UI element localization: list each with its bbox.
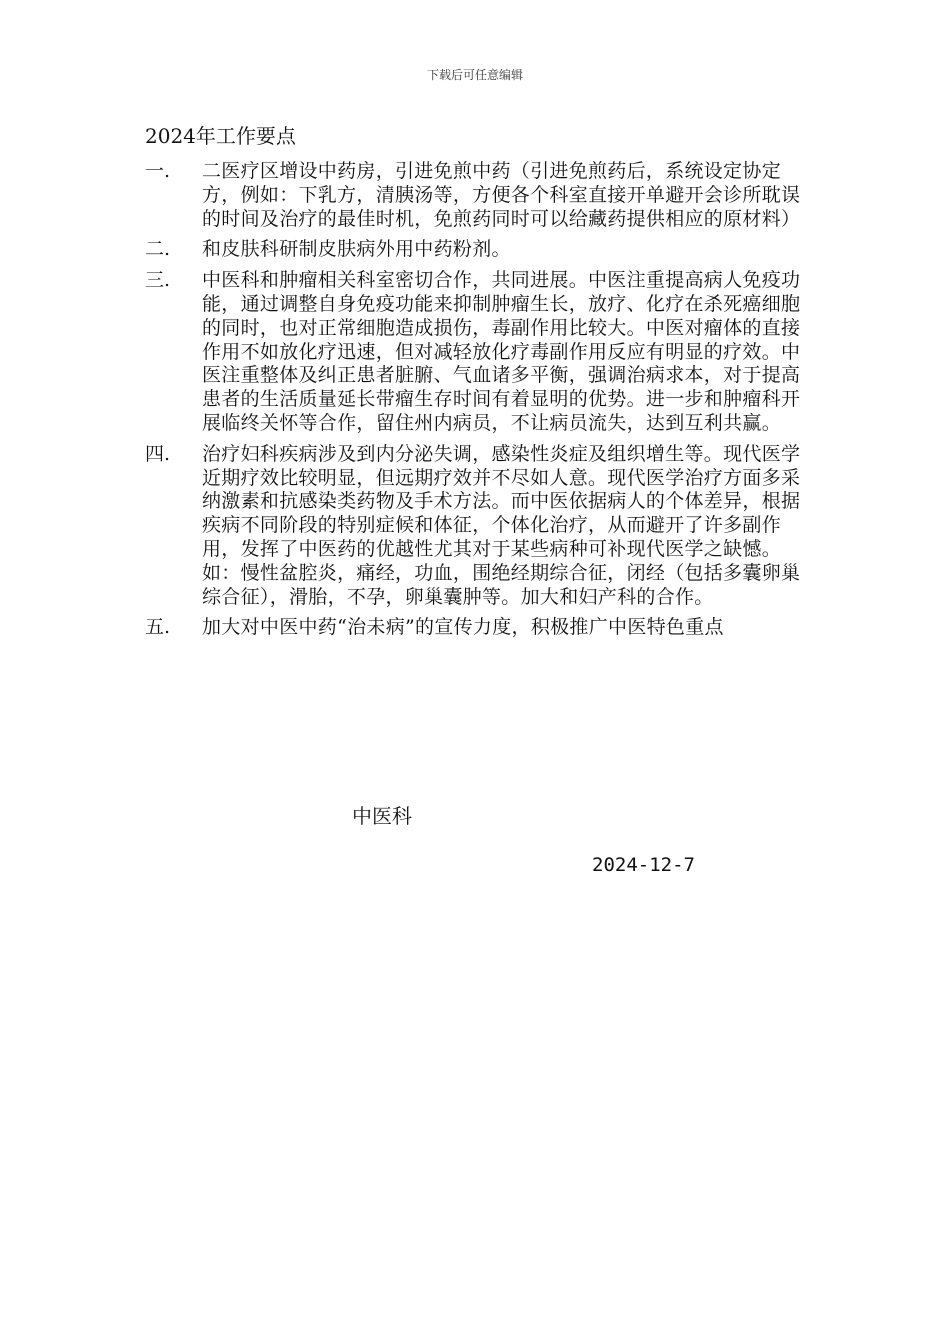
document-title: 2024年工作要点 — [145, 124, 296, 148]
item-text: 治疗妇科疾病涉及到内分泌失调，感染性炎症及组织增生等。现代医学近期疗效比较明显，但远期疗效并不尽如人意。现代医学治疗方面多采纳激素和抗感染类药物及手术方法。而中医依据病人的个体差异，根据疾病不同阶段的特别症候和体征，个体化治疗，从而避开了许多副作用，发挥了中医药的优越性尤其对于某些病种可补现代医学之缺憾。如：慢性盆腔炎，痛经，功血，围绝经期综合征，闭经（包括多囊卵巢综合征），滑胎，不孕，卵巢囊肿等。加大和妇产科的合作。 — [202, 442, 801, 608]
department-signature: 中医科 — [352, 804, 412, 828]
document-date: 2024-12-7 — [592, 854, 695, 876]
item-number: 三. — [145, 269, 171, 292]
item-number: 四. — [145, 442, 171, 465]
item-number: 二. — [145, 238, 171, 261]
item-text: 二医疗区增设中药房，引进免煎中药（引进免煎药后，系统设定协定方，例如：下乳方，清胰汤等，方便各个科室直接开单避开会诊所耽误的时间及治疗的最佳时机，免煎药同时可以给藏药提供相应的原材料） — [202, 160, 801, 230]
list-item — [145, 616, 815, 640]
list-item — [145, 160, 815, 231]
item-text: 加大对中医中药“治未病”的宣传力度，积极推广中医特色重点 — [202, 616, 724, 639]
item-number: 五. — [145, 616, 171, 639]
item-number: 一. — [145, 160, 171, 182]
list-item — [145, 269, 815, 436]
item-text: 中医科和肿瘤相关科室密切合作，共同进展。中医注重提高病人免疫功能，通过调整自身免疫功能来抑制肿瘤生长，放疗、化疗在杀死癌细胞的同时，也对正常细胞造成损伤，毒副作用比较大。中医对瘤体的直接作用不如放化疗迅速，但对减轻放化疗毒副作用反应有明显的疗效。中医注重整体及纠正患者脏腑、气血诸多平衡，强调治病求本，对于提高患者的生活质量延长带瘤生存时间有着显明的优势。进一步和肿瘤科开展临终关怀等合作，留住州内病员，不让病员流失，达到互利共赢。 — [202, 269, 801, 434]
download-note: 下载后可任意编辑 — [426, 68, 523, 82]
list-item — [145, 238, 815, 262]
item-text: 和皮肤科研制皮肤病外用中药粉剂。 — [202, 238, 511, 261]
work-points-list — [145, 160, 815, 647]
list-item — [145, 443, 815, 610]
